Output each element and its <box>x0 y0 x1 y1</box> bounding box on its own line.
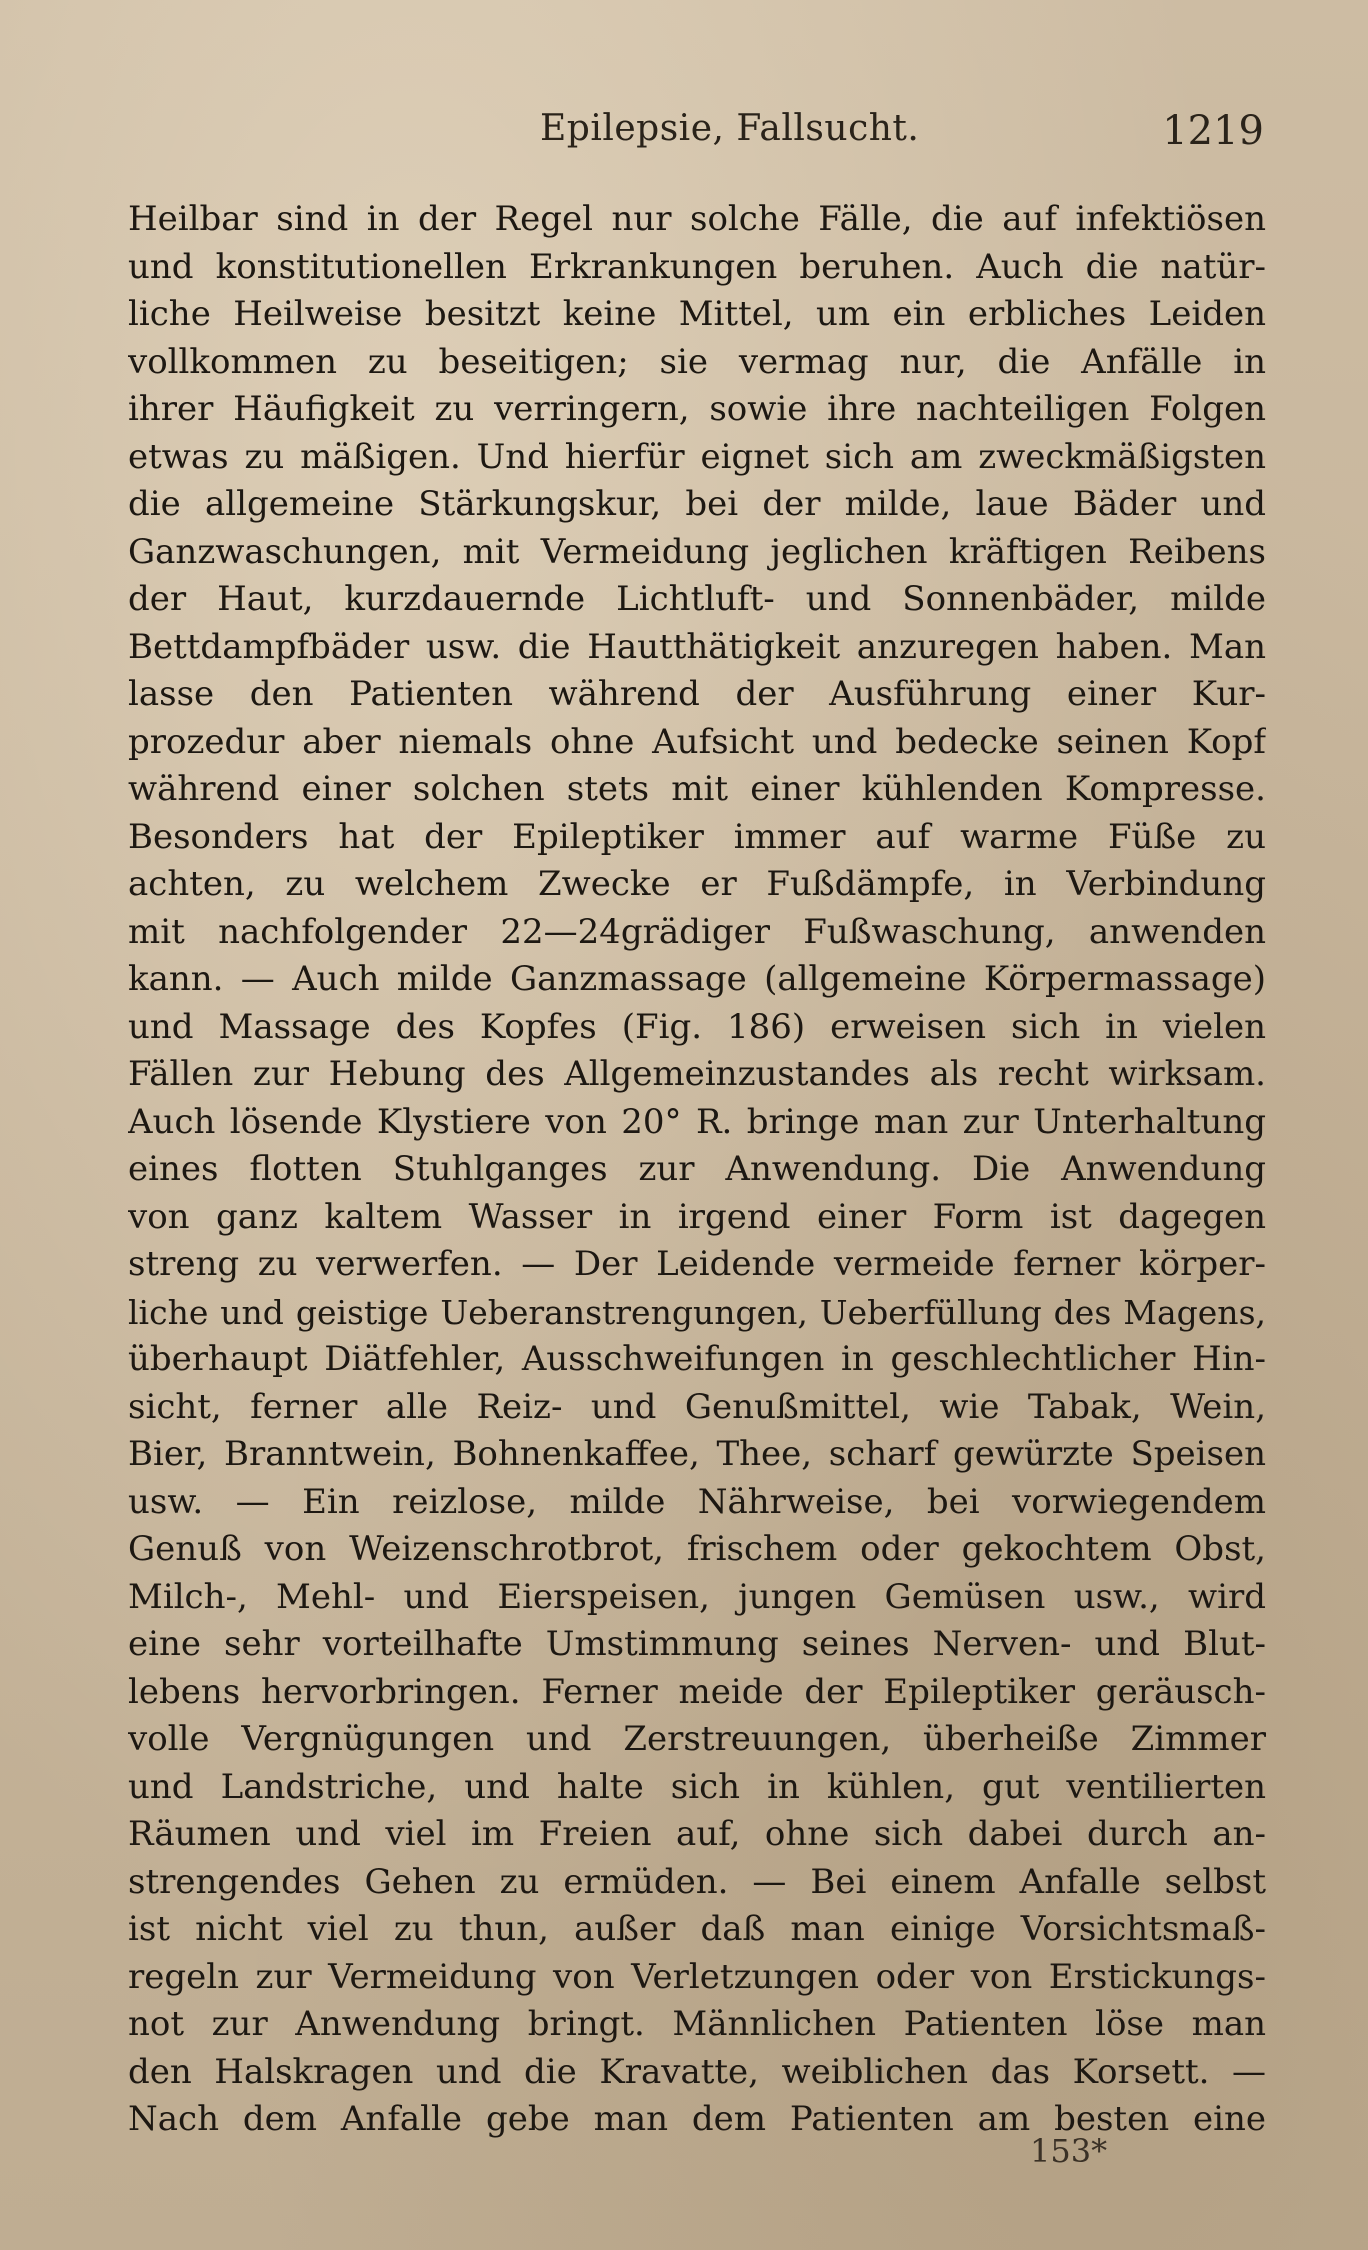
text-line: liche und geistige Ueberanstrengungen, Ueberfüllung des Magens, <box>128 1292 1266 1332</box>
text-line: prozedur aber niemals ohne Aufsicht und bedecke seinen Kopf <box>128 721 1266 762</box>
text-line: ihrer Häufigkeit zu verringern, sowie ihre nachteiligen Folgen <box>128 389 1266 429</box>
text-line: Auch lösende Klystiere von 20° R. bringe man zur Unterhaltung <box>128 1101 1266 1142</box>
text-line: usw. — Ein reizlose, milde Nährweise, bei vorwiegendem <box>128 1481 1266 1522</box>
text-line: und Landstriche, und halte sich in kühlen, gut ventilierten <box>128 1766 1266 1807</box>
text-line: Ganzwaschungen, mit Vermeidung jeglichen kräftigen Reibens <box>128 531 1266 572</box>
text-line: mit nachfolgender 22—24grädiger Fußwaschung, anwenden <box>128 911 1266 952</box>
text-line: Milch-, Mehl- und Eierspeisen, jungen Gemüsen usw., wird <box>128 1576 1266 1617</box>
text-line: Räumen und viel im Freien auf, ohne sich dabei durch an- <box>128 1814 1266 1854</box>
text-line: und Massage des Kopfes (Fig. 186) erweisen sich in vielen <box>128 1006 1266 1047</box>
text-line: Bier, Branntwein, Bohnenkaffee, Thee, scharf gewürzte Speisen <box>128 1434 1266 1474</box>
text-line: von ganz kaltem Wasser in irgend einer Form ist dagegen <box>128 1196 1266 1237</box>
text-line: streng zu verwerfen. — Der Leidende vermeide ferner körper- <box>128 1244 1266 1284</box>
page-number: 1219 <box>1162 108 1264 154</box>
text-line: lebens hervorbringen. Ferner meide der Epileptiker geräusch- <box>128 1671 1266 1712</box>
body-text <box>128 196 1266 2144</box>
text-line: regeln zur Vermeidung von Verletzungen oder von Erstickungs- <box>128 1956 1266 1997</box>
text-line: der Haut, kurzdauernde Lichtluft- und Sonnenbäder, milde <box>128 579 1266 619</box>
text-line: not zur Anwendung bringt. Männlichen Patienten löse man <box>128 2004 1266 2044</box>
text-line: eines flotten Stuhlganges zur Anwendung. Die Anwendung <box>128 1149 1266 1189</box>
text-line: etwas zu mäßigen. Und hierfür eignet sich am zweckmäßigsten <box>128 436 1266 477</box>
text-line: den Halskragen und die Kravatte, weiblichen das Korsett. — <box>128 2051 1266 2092</box>
text-line: Bettdampfbäder usw. die Hautthätigkeit anzuregen haben. Man <box>128 626 1266 667</box>
text-line: achten, zu welchem Zwecke er Fußdämpfe, in Verbindung <box>128 864 1266 904</box>
text-line: Genuß von Weizenschrotbrot, frischem oder gekochtem Obst, <box>128 1529 1266 1569</box>
text-line: ist nicht viel zu thun, außer daß man einige Vorsichtsmaß- <box>128 1909 1266 1949</box>
text-line: volle Vergnügungen und Zerstreuungen, überheiße Zimmer <box>128 1719 1266 1759</box>
text-line: liche Heilweise besitzt keine Mittel, um ein erbliches Leiden <box>128 294 1266 334</box>
signature-mark: 153* <box>1030 2132 1108 2170</box>
text-line: und konstitutionellen Erkrankungen beruhen. Auch die natür- <box>128 246 1266 287</box>
text-line: Nach dem Anfalle gebe man dem Patienten am besten eine <box>128 2099 1266 2139</box>
text-line: vollkommen zu beseitigen; sie vermag nur, die Anfälle in <box>128 341 1266 382</box>
text-line: überhaupt Diätfehler, Ausschweifungen in geschlechtlicher Hin- <box>128 1339 1266 1379</box>
text-line: eine sehr vorteilhafte Umstimmung seines Nerven- und Blut- <box>128 1624 1266 1664</box>
text-line: lasse den Patienten während der Ausführung einer Kur- <box>128 674 1266 714</box>
text-line: die allgemeine Stärkungskur, bei der milde, laue Bäder und <box>128 484 1266 524</box>
text-line: während einer solchen stets mit einer kühlenden Kompresse. <box>128 769 1266 809</box>
text-line: kann. — Auch milde Ganzmassage (allgemeine Körpermassage) <box>128 959 1266 999</box>
text-line: sicht, ferner alle Reiz- und Genußmittel, wie Tabak, Wein, <box>128 1386 1266 1427</box>
text-line: Fällen zur Hebung des Allgemeinzustandes als recht wirksam. <box>128 1054 1266 1094</box>
text-line: strengendes Gehen zu ermüden. — Bei einem Anfalle selbst <box>128 1861 1266 1902</box>
text-line: Heilbar sind in der Regel nur solche Fälle, die auf infektiösen <box>128 199 1266 239</box>
running-title: Epilepsie, Fallsucht. <box>540 108 920 149</box>
text-line: Besonders hat der Epileptiker immer auf warme Füße zu <box>128 816 1266 857</box>
